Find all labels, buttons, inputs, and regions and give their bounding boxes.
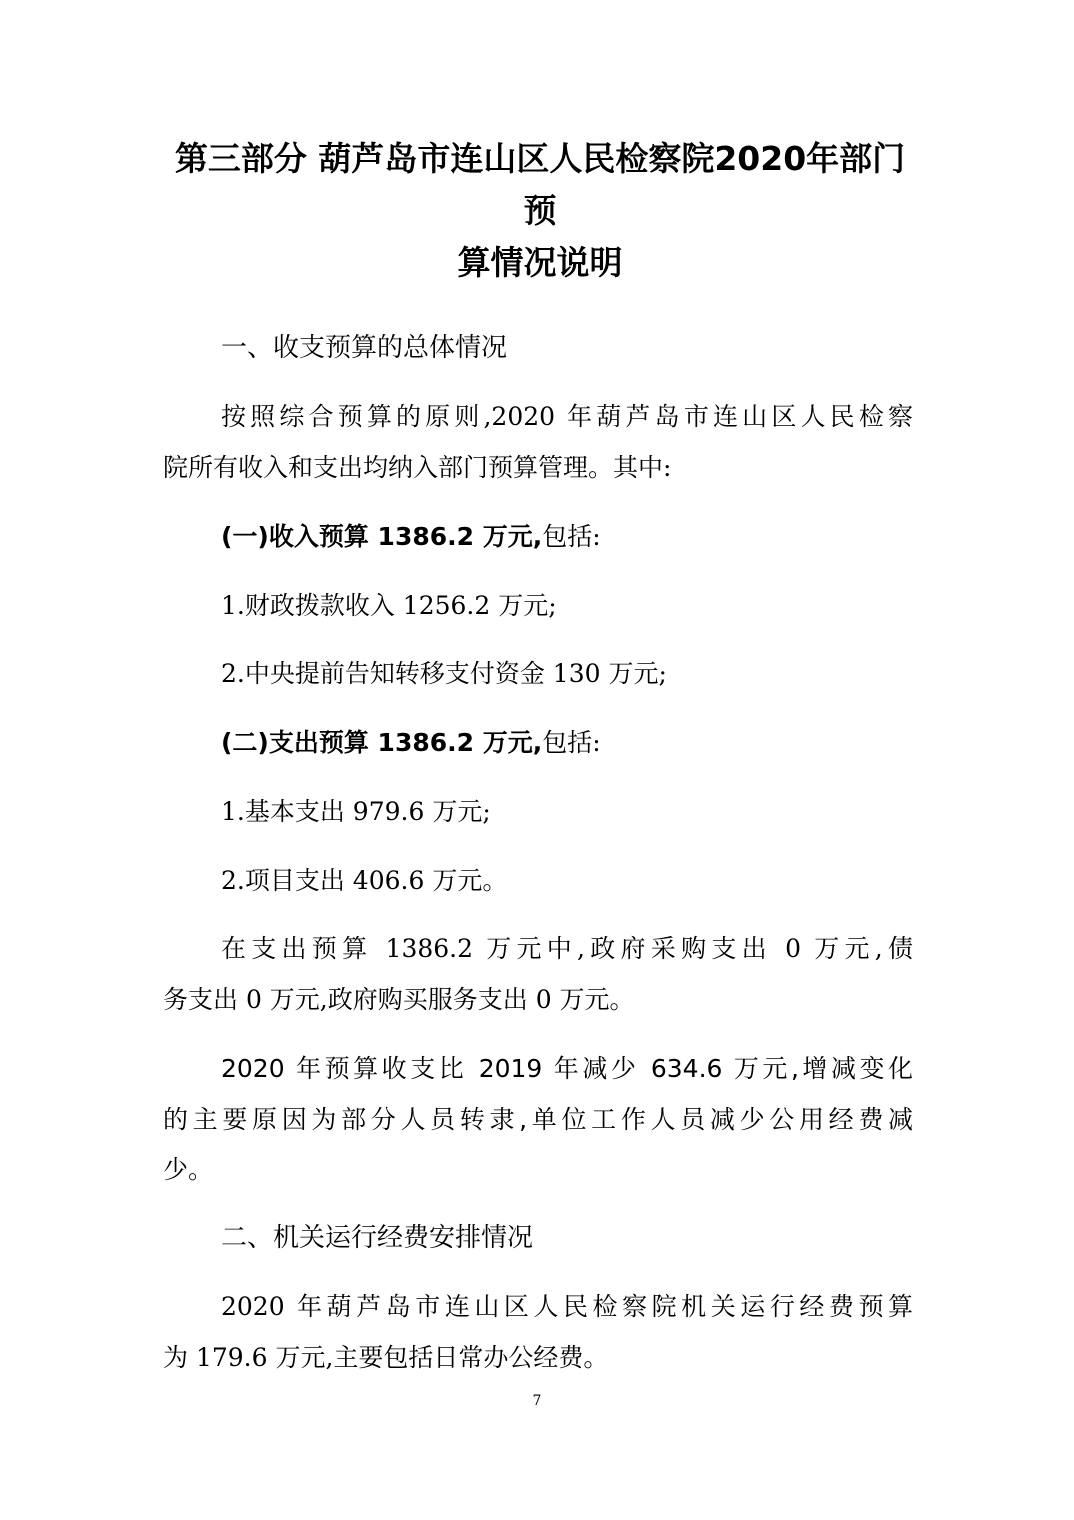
- title-line-2: 算情况说明: [457, 243, 623, 282]
- income-summary-rest: 包括:: [542, 522, 601, 551]
- expense-summary: [163, 728, 913, 758]
- income-item-2: 2.中央提前告知转移支付资金 130 万元;: [221, 659, 667, 688]
- income-item-1: 1.财政拨款收入 1256.2 万元;: [221, 591, 557, 620]
- operating-line-1: 2020 年葫芦岛市连山区人民检察院机关运行经费预算: [221, 1292, 913, 1321]
- section-1-heading: 一、收支预算的总体情况: [221, 333, 508, 363]
- expense-summary-bold: (二)支出预算 1386.2 万元,: [221, 728, 543, 757]
- change-line-3: 少。: [163, 1155, 214, 1184]
- section-2-heading: 二、机关运行经费安排情况: [221, 1223, 534, 1253]
- procurement-line-1: 在支出预算 1386.2 万元中,政府采购支出 0 万元,债: [221, 934, 913, 963]
- page-number: 7: [532, 1393, 542, 1409]
- document-title: [162, 133, 918, 289]
- procurement-line-2: 务支出 0 万元,政府购买服务支出 0 万元。: [163, 985, 635, 1014]
- change-line-2: 的主要原因为部分人员转隶,单位工作人员减少公用经费减: [163, 1105, 913, 1134]
- intro-line-1: 按照综合预算的原则,2020 年葫芦岛市连山区人民检察: [221, 402, 913, 431]
- operating-line-2: 为 179.6 万元,主要包括日常办公经费。: [163, 1343, 609, 1372]
- income-summary-bold: (一)收入预算 1386.2 万元,: [221, 522, 543, 551]
- expense-item-2: 2.项目支出 406.6 万元。: [221, 866, 508, 895]
- income-summary: [163, 522, 913, 552]
- title-line-1: 第三部分 葫芦岛市连山区人民检察院2020年部门预: [174, 139, 906, 230]
- expense-item-1: 1.基本支出 979.6 万元;: [221, 797, 491, 826]
- change-line-1: 2020 年预算收支比 2019 年减少 634.6 万元,增减变化: [221, 1054, 913, 1083]
- intro-line-2: 院所有收入和支出均纳入部门预算管理。其中:: [163, 453, 672, 482]
- expense-summary-rest: 包括:: [542, 728, 601, 757]
